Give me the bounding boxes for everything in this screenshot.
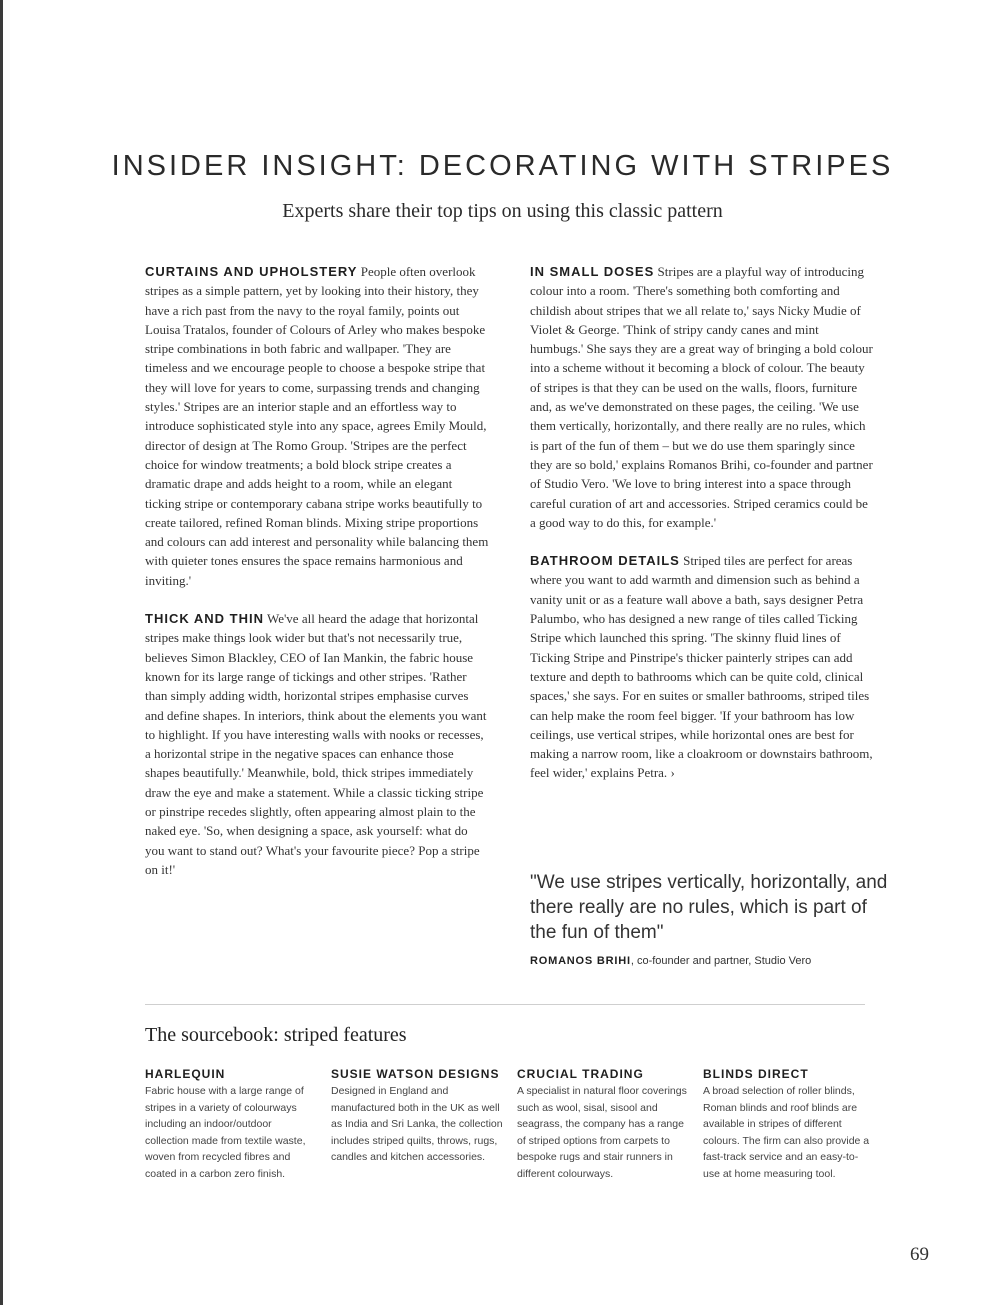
sourcebook-item-name: BLINDS DIRECT	[703, 1067, 809, 1081]
sourcebook-title: The sourcebook: striped features	[145, 1024, 407, 1046]
sourcebook-item-name: HARLEQUIN	[145, 1067, 226, 1081]
section-heading: THICK AND THIN	[145, 611, 264, 627]
sourcebook-item-name: SUSIE WATSON DESIGNS	[331, 1067, 500, 1081]
pull-quote-author: ROMANOS BRIHI	[530, 955, 631, 967]
pull-quote: "We use stripes vertically, horizontally, and there really are no rules, which is part of the fun of them"	[530, 872, 888, 943]
sourcebook-item-text: Fabric house with a large range of stripes in a variety of colourways including an indoor/outdoor collection made from textile waste, woven from recycled fibres and coated in a carbon zero finish.	[145, 1085, 306, 1180]
section-body: We've all heard the adage that horizontal stripes make things look wider but that's not necessarily true, believes Simon Blackley, CEO of Ian Mankin, the fabric house known for its large range of tickings and other stripes. 'Rather than simply adding width, horizontal stripes emphasise curves and define shapes. In interiors, think about the elements you want to highlight. If you have interesting walls with nooks or recesses, a horizontal stripe in the negative spaces can enhance those shapes beautifully.' Meanwhile, bold, thick stripes immediately draw the eye and make a statement. While a classic ticking stripe or pinstripe recedes slightly, often appearing almost plain to the naked eye. 'So, when designing a space, ask yourself: what do you want to stand out? What's your favourite piece? Pop a stripe on it!'	[145, 611, 487, 877]
section-thick-thin	[145, 609, 490, 879]
sourcebook-item-crucial-trading	[517, 1066, 689, 1183]
section-body: Striped tiles are perfect for areas where you want to add warmth and dimension such as behind a vanity unit or as a feature wall above a bath, says designer Petra Palumbo, who has designed a new range of tiles called Ticking Stripe which launched this spring. 'The skinny fluid lines of Ticking Stripe and Pinstripe's thicker painterly stripes can add texture and depth to bathrooms which can be quite cold, clinical spaces,' she says. For en suites or smaller bathrooms, striped tiles can help make the room feel bigger. 'If your bathroom has low ceilings, use vertical stripes, while horizontal ones are best for making a narrow room, like a cloakroom or downstairs bathroom, feel wider,' explains Petra.	[530, 553, 873, 781]
article-subtitle: Experts share their top tips on using this classic pattern	[282, 200, 723, 222]
page-edge-binding	[0, 0, 3, 1305]
article-column-left	[145, 262, 490, 898]
page-number: 69	[910, 1244, 929, 1265]
section-bathroom	[530, 551, 875, 783]
sourcebook-item-name: CRUCIAL TRADING	[517, 1067, 644, 1081]
section-curtains	[145, 262, 490, 590]
section-heading: CURTAINS AND UPHOLSTERY	[145, 264, 358, 279]
section-body: Stripes are a playful way of introducing colour into a room. 'There's something both comforting and childish about stripes that we all relate to,' says Nicky Mudie of Violet & George. 'Think of stripy candy canes and mint humbugs.' She says they are a great way of bringing a bold colour into a scheme without it becoming a block of colour. The beauty of stripes is that they can be used on the walls, floors, furniture and, as we've demonstrated on these pages, the ceiling. 'We use them vertically, horizontally, and there really are no rules, which is part of the fun of them – but we do use them sparingly since they are so bold,' explains Romanos Brihi, co-founder and partner of Studio Vero. 'We love to bring interest into a space through careful curation of art and accessories. Striped ceramics could be a good way to do this, for example.'	[530, 264, 873, 530]
sourcebook-item-text: A specialist in natural floor coverings such as wool, sisal, sisool and seagrass, the company has a range of striped options from carpets to bespoke rugs and stair runners in different colourways.	[517, 1085, 687, 1180]
section-body: People often overlook stripes as a simple pattern, yet by looking into their history, they have a rich past from the navy to the royal family, points out Louisa Tratalos, founder of Colours of Arley who makes bespoke stripe combinations in both fabric and wallpaper. 'They are timeless and we encourage people to choose a bespoke stripe that they will love for years to come, surpassing trends and changing styles.' Stripes are an interior staple and an effortless way to introduce sophisticated style into any space, agrees Emily Mould, director of design at The Romo Group. 'Stripes are the perfect choice for window treatments; a bold block stripe creates a dramatic drape and adds height to a room, while an elegant ticking stripe or contemporary cabana stripe works beautifully to create tailored, refined Roman blinds. Mixing stripe proportions and colours can add interest and personality while balancing them with quieter tones ensures the space remains harmonious and inviting.'	[145, 264, 489, 588]
section-heading: BATHROOM DETAILS	[530, 553, 680, 569]
section-small-doses	[530, 262, 875, 532]
sourcebook-item-text: A broad selection of roller blinds, Roman blinds and roof blinds are available in stripes of different colours. The firm can also provide a fast-track service and an easy-to-use at home measuring tool.	[703, 1085, 870, 1180]
pull-quote-attribution	[530, 955, 890, 967]
sourcebook-item-blinds-direct	[703, 1066, 875, 1183]
sourcebook-item-text: Designed in England and manufactured both in the UK as well as India and Sri Lanka, the collection includes striped quilts, throws, rugs, candles and kitchen accessories.	[331, 1085, 503, 1164]
pull-quote-role: , co-founder and partner, Studio Vero	[630, 955, 812, 967]
sourcebook-item-harlequin	[145, 1066, 317, 1183]
continued-arrow-icon: ›	[670, 765, 675, 781]
sourcebook-item-susie-watson	[331, 1066, 503, 1166]
section-divider	[145, 1004, 865, 1005]
section-heading: IN SMALL DOSES	[530, 264, 655, 279]
article-title: INSIDER INSIGHT: DECORATING WITH STRIPES	[111, 150, 894, 182]
article-column-right	[530, 262, 875, 802]
